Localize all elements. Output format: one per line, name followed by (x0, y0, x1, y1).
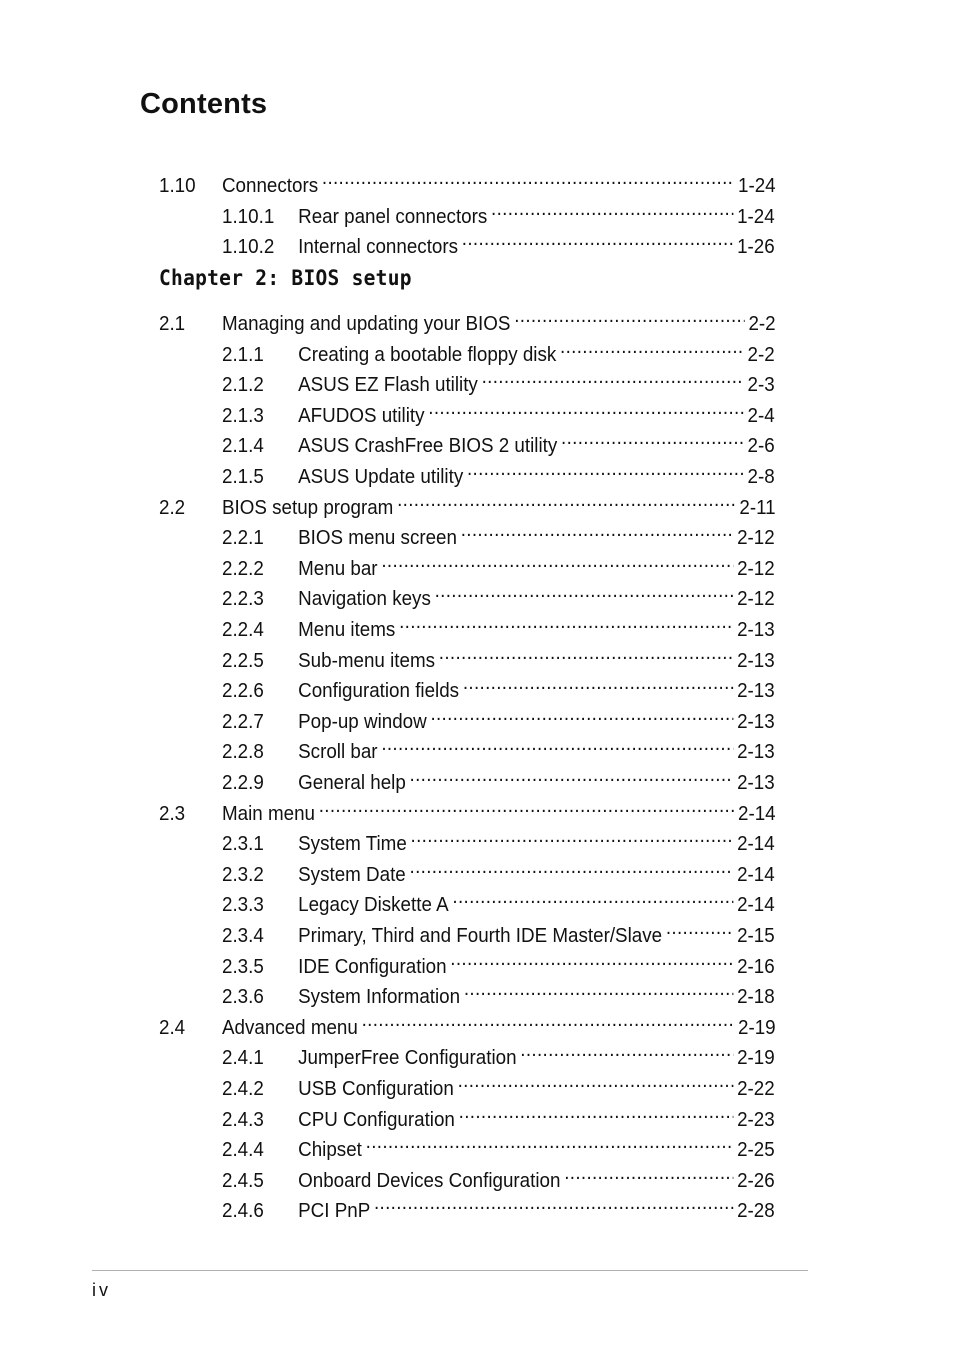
toc-entry-page: 2-14 (737, 833, 775, 856)
toc-dot-leader (460, 225, 733, 253)
toc-entry-page: 2-28 (737, 1200, 775, 1223)
toc-entry-number: 2.3.1 (222, 833, 264, 856)
toc-entry-label: Sub-menu items (298, 649, 436, 672)
toc-entry-number: 2.1.4 (222, 435, 264, 458)
toc-entry-label: Onboard Devices Configuration (298, 1169, 561, 1192)
toc-entry-number: 2.3.3 (222, 894, 264, 917)
toc-entry[interactable] (222, 1067, 775, 1100)
toc-entry-page: 2-23 (737, 1108, 775, 1131)
toc-entry-number: 2.3.5 (222, 955, 264, 978)
toc-dot-leader (437, 639, 733, 667)
toc-dot-leader (457, 1098, 734, 1126)
toc-entry[interactable] (159, 792, 776, 825)
toc-entry-page: 2-14 (738, 802, 776, 825)
toc-entry-page: 2-15 (737, 925, 775, 947)
toc-entry[interactable] (222, 1159, 775, 1192)
toc-dot-leader (664, 914, 733, 942)
toc-entry-label: Legacy Diskette A (298, 894, 449, 917)
toc-dot-leader (395, 486, 735, 514)
toc-entry-label: PCI PnP (298, 1200, 371, 1223)
toc-entry-number: 2.3 (159, 802, 186, 825)
toc-entry-label: ASUS Update utility (298, 466, 464, 488)
toc-entry[interactable] (222, 547, 775, 580)
toc-entry[interactable] (159, 164, 776, 197)
toc-entry-number: 2.1 (159, 313, 186, 335)
toc-entry-label: Configuration fields (298, 680, 460, 703)
toc-entry-number: 2.1.3 (222, 404, 264, 427)
toc-entry-number: 2.1.2 (222, 374, 264, 397)
toc-dot-leader (364, 1128, 734, 1156)
toc-dot-leader (397, 608, 733, 636)
toc-entry-number: 2.4 (159, 1016, 186, 1039)
toc-entry-page: 2-26 (737, 1169, 775, 1192)
toc-entry[interactable] (222, 639, 775, 672)
toc-entry[interactable] (159, 302, 776, 335)
toc-entry-number: 2.2.8 (222, 741, 264, 764)
toc-entry[interactable] (222, 225, 775, 259)
toc-dot-leader (462, 975, 733, 1003)
toc-entry-number: 2.1.1 (222, 343, 264, 366)
toc-entry-label: Internal connectors (298, 236, 459, 259)
toc-entry-label: System Time (298, 833, 407, 856)
toc-entry-label: System Date (298, 863, 406, 886)
page-title: Contents (140, 88, 268, 120)
toc-dot-leader (433, 577, 734, 605)
toc-entry-page: 2-11 (739, 496, 776, 519)
toc-entry[interactable] (222, 333, 775, 366)
toc-entry[interactable] (159, 1006, 776, 1039)
footer-divider (92, 1270, 808, 1271)
toc-entry-number: 2.2.4 (222, 619, 264, 641)
toc-entry[interactable] (222, 883, 775, 917)
toc-entry-page: 2-8 (747, 466, 775, 488)
toc-dot-leader (408, 761, 734, 789)
toc-entry[interactable] (222, 516, 775, 550)
toc-entry-page: 2-19 (737, 1047, 775, 1070)
toc-entry[interactable] (222, 455, 775, 488)
toc-dot-leader (360, 1006, 735, 1034)
toc-entry-label: ASUS CrashFree BIOS 2 utility (298, 435, 558, 458)
toc-dot-leader (461, 669, 733, 697)
toc-entry-label: Creating a bootable floppy disk (298, 343, 557, 366)
toc-entry-label: Primary, Third and Fourth IDE Master/Slave (298, 925, 663, 947)
toc-entry-number: 1.10.1 (222, 205, 275, 228)
toc-dot-leader (451, 883, 734, 911)
toc-dot-leader (459, 516, 733, 544)
toc-entry-page: 2-13 (737, 649, 775, 672)
toc-entry-number: 2.2.7 (222, 710, 264, 733)
toc-entry[interactable] (222, 945, 775, 978)
toc-dot-leader (317, 792, 734, 820)
toc-entry[interactable] (222, 761, 775, 794)
toc-entry[interactable] (222, 1036, 775, 1070)
toc-entry-page: 1-26 (737, 236, 775, 259)
toc-entry[interactable] (222, 195, 775, 228)
toc-entry[interactable] (222, 1098, 775, 1131)
toc-dot-leader (448, 945, 733, 973)
toc-entry-label: BIOS menu screen (298, 527, 457, 550)
toc-entry[interactable] (222, 394, 775, 427)
toc-dot-leader (379, 730, 733, 758)
toc-entry-number: 1.10 (159, 175, 196, 197)
toc-entry-page: 2-13 (737, 710, 775, 733)
toc-entry[interactable] (222, 1189, 775, 1223)
toc-entry-number: 2.2.3 (222, 588, 264, 611)
toc-entry-number: 1.10.2 (222, 236, 275, 259)
toc-entry-label: Advanced menu (221, 1016, 358, 1039)
toc-entry-page: 2-19 (738, 1016, 776, 1039)
toc-entry-label: USB Configuration (298, 1078, 454, 1100)
toc-dot-leader (465, 455, 744, 483)
toc-entry-page: 2-18 (737, 986, 775, 1009)
toc-dot-leader (372, 1189, 733, 1217)
toc-entry-label: BIOS setup program (221, 496, 394, 519)
toc-entry-page: 2-13 (737, 619, 775, 641)
toc-entry-label: Menu bar (298, 557, 378, 580)
toc-entry-label: Connectors (221, 175, 319, 197)
toc-entry[interactable] (222, 1128, 775, 1162)
toc-entry-number: 2.2.2 (222, 557, 264, 580)
toc-entry[interactable] (222, 608, 775, 641)
toc-entry-label: JumperFree Configuration (298, 1047, 517, 1070)
toc-entry-number: 2.3.4 (222, 925, 264, 947)
page-number: iv (92, 1280, 111, 1300)
toc-entry[interactable] (222, 669, 775, 703)
toc-entry-label: Rear panel connectors (298, 205, 488, 228)
toc-entry-page: 2-4 (747, 404, 775, 427)
toc-entry-number: 2.3.6 (222, 986, 264, 1009)
toc-entry-number: 2.1.5 (222, 466, 264, 488)
toc-entry-page: 2-12 (737, 557, 775, 580)
toc-dot-leader (320, 164, 734, 192)
toc-entry-page: 2-13 (737, 772, 775, 794)
toc-entry-label: Main menu (221, 802, 315, 825)
toc-dot-leader (426, 394, 743, 422)
toc-entry-label: Scroll bar (298, 741, 378, 764)
toc-entry[interactable] (222, 975, 775, 1009)
toc-entry[interactable] (222, 730, 775, 764)
toc-entry[interactable] (222, 363, 775, 397)
toc-dot-leader (489, 195, 733, 223)
toc-entry-label: ASUS EZ Flash utility (298, 374, 478, 397)
toc-dot-leader (512, 302, 744, 330)
toc-entry-label: IDE Configuration (298, 955, 447, 978)
toc-entry[interactable] (222, 822, 775, 856)
toc-entry-page: 2-12 (737, 588, 775, 611)
toc-entry-label: Navigation keys (298, 588, 431, 611)
toc-dot-leader (559, 424, 744, 452)
toc-entry[interactable] (222, 853, 775, 886)
toc-entry-page: 2-14 (737, 863, 775, 886)
toc-dot-leader (429, 700, 734, 728)
toc-entry-label: AFUDOS utility (298, 404, 425, 427)
toc-entry-number: 2.2.6 (222, 680, 264, 703)
toc-entry-number: 2.4.1 (222, 1047, 264, 1070)
toc-entry-number: 2.4.6 (222, 1200, 264, 1223)
toc-entry[interactable] (222, 914, 775, 947)
toc-entry-page: 2-13 (737, 680, 775, 703)
toc-entry-page: 2-3 (747, 374, 775, 397)
toc-entry-page: 2-14 (737, 894, 775, 917)
toc-dot-leader (480, 363, 744, 391)
toc-entry-label: CPU Configuration (298, 1108, 455, 1131)
toc-entry-page: 1-24 (737, 205, 775, 228)
toc-dot-leader (408, 853, 734, 881)
toc-entry-number: 2.2 (159, 496, 186, 519)
toc-dot-leader (558, 333, 744, 361)
toc-entry-page: 2-2 (748, 313, 776, 335)
toc-entry-page: 2-25 (737, 1139, 775, 1162)
toc-entry[interactable] (222, 700, 775, 733)
toc-entry-label: General help (298, 772, 406, 794)
toc-entry-page: 2-2 (747, 343, 775, 366)
toc-entry[interactable] (222, 577, 775, 611)
toc-entry-label: Chipset (298, 1139, 362, 1162)
toc-dot-leader (518, 1036, 733, 1064)
toc-dot-leader (409, 822, 734, 850)
toc-entry-number: 2.4.4 (222, 1139, 264, 1162)
toc-entry-page: 1-24 (738, 175, 776, 197)
toc-entry-label: Pop-up window (298, 710, 427, 733)
toc-entry-number: 2.3.2 (222, 863, 264, 886)
toc-entry-page: 2-13 (737, 741, 775, 764)
toc-dot-leader (456, 1067, 734, 1095)
toc-entry-label: Managing and updating your BIOS (221, 313, 511, 335)
toc-entry-number: 2.2.9 (222, 772, 264, 794)
toc-entry-number: 2.2.1 (222, 527, 264, 550)
toc-entry-page: 2-12 (737, 527, 775, 550)
toc-entry[interactable] (222, 424, 775, 458)
toc-entry-page: 2-16 (737, 955, 775, 978)
toc-dot-leader (562, 1159, 733, 1187)
toc-entry-label: Menu items (298, 619, 396, 641)
toc-entry-number: 2.4.2 (222, 1078, 264, 1100)
toc-entry[interactable] (159, 486, 776, 519)
toc-entry-number: 2.4.3 (222, 1108, 264, 1131)
toc-entry-label: System Information (298, 986, 461, 1009)
toc-entry-number: 2.4.5 (222, 1169, 264, 1192)
toc-dot-leader (379, 547, 733, 575)
toc-entry-number: 2.2.5 (222, 649, 264, 672)
toc-entry-page: 2-22 (737, 1078, 775, 1100)
toc-entry-page: 2-6 (747, 435, 775, 458)
chapter-heading: Chapter 2: BIOS setup (159, 266, 412, 290)
